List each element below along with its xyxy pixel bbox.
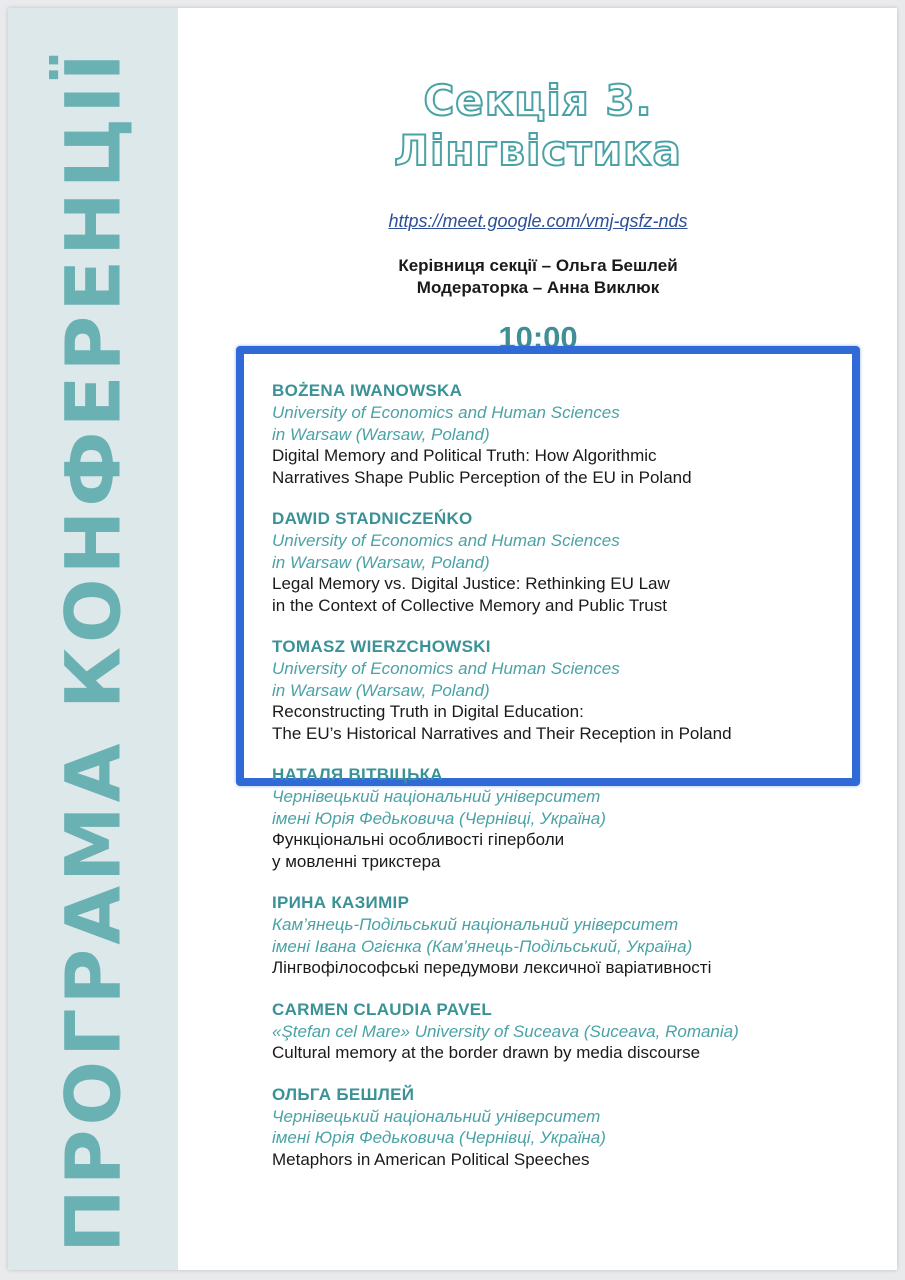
affiliation-line: імені Юрія Федьковича (Чернівці, Україна) xyxy=(272,1128,606,1147)
affiliation-line: University of Economics and Human Sciences xyxy=(272,403,620,422)
topic-line: Metaphors in American Political Speeches xyxy=(272,1149,590,1169)
speaker-name: ІРИНА КАЗИМІР xyxy=(272,893,410,912)
speaker-affiliation xyxy=(272,1106,872,1149)
talk-topic xyxy=(272,1042,872,1064)
section-title-line1: Секція 3. xyxy=(423,76,653,125)
speaker-affiliation xyxy=(272,402,872,445)
speaker-affiliation xyxy=(272,1021,872,1043)
topic-line: Narratives Shape Public Perception of the EU in Poland xyxy=(272,467,692,487)
speaker-name: НАТАЛЯ ВІТВІЦЬКА xyxy=(272,765,443,784)
topic-line: in the Context of Collective Memory and Public Trust xyxy=(272,595,667,615)
affiliation-line: Чернівецький національний університет xyxy=(272,1106,601,1126)
topic-line: Лінгвофілософські передумови лексичної варіативності xyxy=(272,958,712,977)
affiliation-line: University of Economics and Human Sciences xyxy=(272,659,620,678)
section-roles xyxy=(188,255,888,299)
program-page xyxy=(8,8,897,1270)
speaker-entry xyxy=(272,380,872,488)
talk-topic xyxy=(272,701,872,744)
section-title-line2: Лінгвістика xyxy=(394,126,682,175)
affiliation-line: in Warsaw (Warsaw, Poland) xyxy=(272,552,490,572)
speaker-entry xyxy=(272,892,872,979)
session-time: 10:00 xyxy=(498,320,578,355)
topic-line: Digital Memory and Political Truth: How Algorithmic xyxy=(272,446,657,465)
speaker-name: TOMASZ WIERZCHOWSKI xyxy=(272,637,491,656)
section-head: Керівниця секції – Ольга Бешлей xyxy=(398,256,678,275)
speaker-affiliation xyxy=(272,786,872,829)
talk-topic xyxy=(272,957,872,979)
sidebar-title: ПРОГРАМА КОНФЕРЕНЦІЇ xyxy=(48,49,138,1253)
speaker-affiliation xyxy=(272,914,872,957)
affiliation-line: «Ştefan cel Mare» University of Suceava (Suceava, Romania) xyxy=(272,1021,739,1041)
topic-line: Legal Memory vs. Digital Justice: Rethinking EU Law xyxy=(272,574,670,593)
speaker-list xyxy=(272,380,872,1190)
affiliation-line: Кам’янець-Подільський національний університет xyxy=(272,915,679,934)
talk-topic xyxy=(272,1149,872,1171)
speaker-name: CARMEN CLAUDIA PAVEL xyxy=(272,999,493,1019)
topic-line: The EU’s Historical Narratives and Their Reception in Poland xyxy=(272,723,732,743)
speaker-entry xyxy=(272,1084,872,1171)
speaker-entry xyxy=(272,999,872,1064)
speaker-affiliation xyxy=(272,658,872,701)
affiliation-line: Чернівецький національний університет xyxy=(272,787,601,806)
topic-line: Cultural memory at the border drawn by media discourse xyxy=(272,1043,701,1062)
topic-line: Функціональні особливості гіперболи xyxy=(272,830,565,849)
speaker-entry xyxy=(272,764,872,872)
speaker-affiliation xyxy=(272,530,872,573)
speaker-name: BOŻENA IWANOWSKA xyxy=(272,381,463,400)
affiliation-line: in Warsaw (Warsaw, Poland) xyxy=(272,680,490,700)
talk-topic xyxy=(272,829,872,872)
affiliation-line: імені Юрія Федьковича (Чернівці, Україна) xyxy=(272,808,606,828)
affiliation-line: University of Economics and Human Sciences xyxy=(272,531,620,550)
speaker-entry xyxy=(272,636,872,744)
speaker-name: DAWID STADNICZEŃKO xyxy=(272,509,473,528)
affiliation-line: імені Івана Огієнка (Кам’янець-Подільський, Україна) xyxy=(272,936,693,956)
talk-topic xyxy=(272,573,872,616)
sidebar xyxy=(8,8,178,1270)
topic-line: Reconstructing Truth in Digital Education: xyxy=(272,702,584,721)
topic-line: у мовленні трикстера xyxy=(272,851,441,871)
talk-topic xyxy=(272,445,872,488)
section-title xyxy=(188,76,888,176)
section-moderator: Модераторка – Анна Виклюк xyxy=(416,278,660,297)
speaker-name: ОЛЬГА БЕШЛЕЙ xyxy=(272,1084,415,1104)
meet-link[interactable]: https://meet.google.com/vmj-qsfz-nds xyxy=(388,211,688,231)
affiliation-line: in Warsaw (Warsaw, Poland) xyxy=(272,424,490,444)
speaker-entry xyxy=(272,508,872,616)
